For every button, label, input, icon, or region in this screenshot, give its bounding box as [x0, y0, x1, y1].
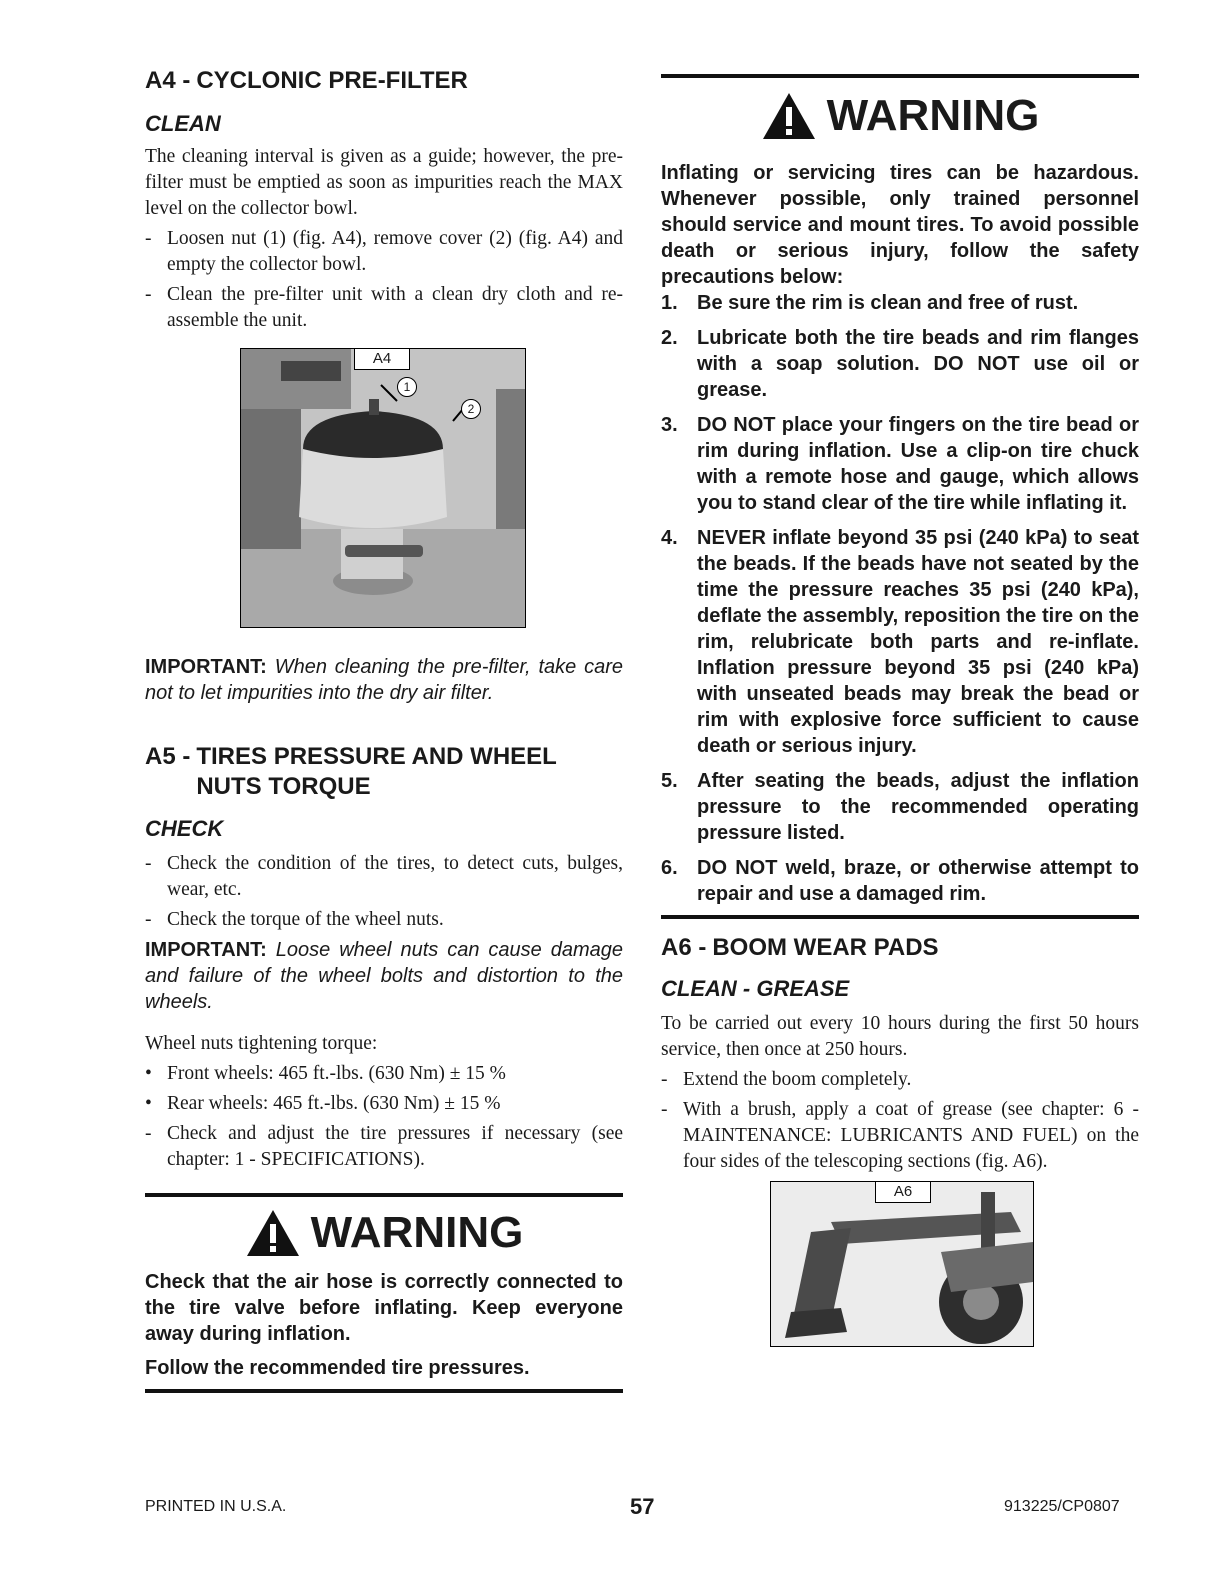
torque-intro: Wheel nuts tightening torque: — [145, 1033, 378, 1054]
warning-tires-intro: Inflating or servicing tires can be hazardous. Whenever possible, only trained personnel should service and mount tires. To avoid possible death or serious injury, follow the safety precautions below: — [661, 162, 1139, 288]
section-title: BOOM WEAR PADS — [712, 934, 939, 961]
boom-illustration — [771, 1182, 1033, 1346]
precaution-item: 1. Be sure the rim is clean and free of rust. — [661, 292, 1079, 314]
right-column — [661, 74, 1139, 1347]
figure-a4-prefilter-photo — [240, 348, 526, 628]
warning-title: WARNING — [310, 1208, 524, 1257]
a5-step-2: - Check the torque of the wheel nuts. — [145, 909, 444, 930]
footer-printed: PRINTED IN U.S.A. — [145, 1498, 287, 1515]
subheading-clean-grease: CLEAN - GREASE — [661, 976, 850, 1001]
torque-front: • Front wheels: 465 ft.-lbs. (630 Nm) ± 15 % — [145, 1063, 506, 1084]
footer-doc-code: 913225/CP0807 — [1004, 1498, 1120, 1515]
a6-intro: To be carried out every 10 hours during the first 50 hours service, then once at 250 hours. — [661, 1013, 1139, 1060]
important-text: Loose wheel nuts can cause damage and failure of the wheel bolts and distortion to the wheels. — [145, 939, 623, 1013]
important-label: IMPORTANT: — [145, 939, 267, 961]
section-a6-heading — [661, 933, 1139, 963]
important-text: When cleaning the pre-filter, take care not to let impurities into the dry air filter. — [145, 656, 623, 704]
a4-important-note — [145, 654, 623, 706]
section-number: A5 - — [145, 743, 191, 770]
warning-box-tires — [661, 74, 1139, 919]
figure-label: A4 — [354, 348, 410, 370]
subheading-clean: CLEAN — [145, 111, 221, 136]
section-title: TIRES PRESSURE AND WHEEL NUTS TORQUE — [196, 743, 557, 800]
adjust-pressure-step: - Check and adjust the tire pressures if necessary (see chapter: 1 - SPECIFICATIONS). — [145, 1123, 623, 1170]
important-label: IMPORTANT: — [145, 656, 267, 678]
a4-step-1: - Loosen nut (1) (fig. A4), remove cover (2) (fig. A4) and empty the collector bowl. — [145, 228, 623, 275]
precaution-item: 4. NEVER inflate beyond 35 psi (240 kPa) to seat the beads. If the beads have not seated by the time the pressure reaches 35 psi (240 kPa), deflate the assembly, reposition the tire on the rim, relubricate both parts and re-inflate. Inflation pressure beyond 35 psi (240 kPa) with unseated beads may break the bead or rim with explosive force sufficient to cause death or serious injury. — [661, 527, 1139, 757]
precaution-item: 3. DO NOT place your fingers on the tire bead or rim during inflation. Use a clip-on tire chuck with a remote hose and gauge, which allows you to stand clear of the tire while inflating it. — [661, 414, 1139, 514]
callout-1: 1 — [397, 377, 417, 397]
warning-pressure-text: Follow the recommended tire pressures. — [145, 1357, 530, 1379]
figure-a6-boom-photo — [770, 1181, 1034, 1347]
left-column — [145, 62, 623, 1393]
warning-header — [661, 88, 1139, 144]
warning-header — [145, 1205, 623, 1261]
a6-step-2: - With a brush, apply a coat of grease (see chapter: 6 - MAINTENANCE: LUBRICANTS AND FUEL) on the four sides of the telescoping sections (fig. A6). — [661, 1099, 1139, 1172]
precaution-item: 2. Lubricate both the tire beads and rim flanges with a soap solution. DO NOT use oil or grease. — [661, 327, 1139, 401]
page-number: 57 — [630, 1494, 655, 1519]
a6-step-1: - Extend the boom completely. — [661, 1069, 912, 1090]
precaution-item: 5. After seating the beads, adjust the inflation pressure to the recommended operating pressure listed. — [661, 770, 1139, 844]
figure-label: A6 — [875, 1181, 931, 1203]
section-a5-heading — [145, 742, 623, 802]
torque-rear: • Rear wheels: 465 ft.-lbs. (630 Nm) ± 15 % — [145, 1093, 501, 1114]
a5-step-1: - Check the condition of the tires, to detect cuts, bulges, wear, etc. — [145, 853, 623, 900]
callout-2: 2 — [461, 399, 481, 419]
warning-box-air-hose — [145, 1193, 623, 1393]
a5-important-note — [145, 937, 623, 1015]
subheading-check: CHECK — [145, 816, 224, 841]
prefilter-illustration — [241, 349, 525, 627]
warning-triangle-icon — [761, 91, 817, 141]
precaution-item: 6. DO NOT weld, braze, or otherwise attempt to repair and use a damaged rim. — [661, 857, 1139, 905]
section-number: A4 - — [145, 67, 191, 94]
a4-intro: The cleaning interval is given as a guide; however, the pre-filter must be emptied as soon as impurities reach the MAX level on the collector bowl. — [145, 146, 623, 219]
warning-title: WARNING — [826, 91, 1040, 140]
section-title: CYCLONIC PRE-FILTER — [196, 67, 468, 94]
warning-air-hose-text: Check that the air hose is correctly connected to the tire valve before inflating. Keep everyone away during inflation. — [145, 1271, 623, 1345]
section-a4-heading — [145, 66, 623, 96]
section-number: A6 - — [661, 934, 707, 961]
safety-precautions-list — [661, 290, 1139, 907]
a4-step-2: - Clean the pre-filter unit with a clean dry cloth and re-assemble the unit. — [145, 284, 623, 331]
warning-triangle-icon — [245, 1208, 301, 1258]
